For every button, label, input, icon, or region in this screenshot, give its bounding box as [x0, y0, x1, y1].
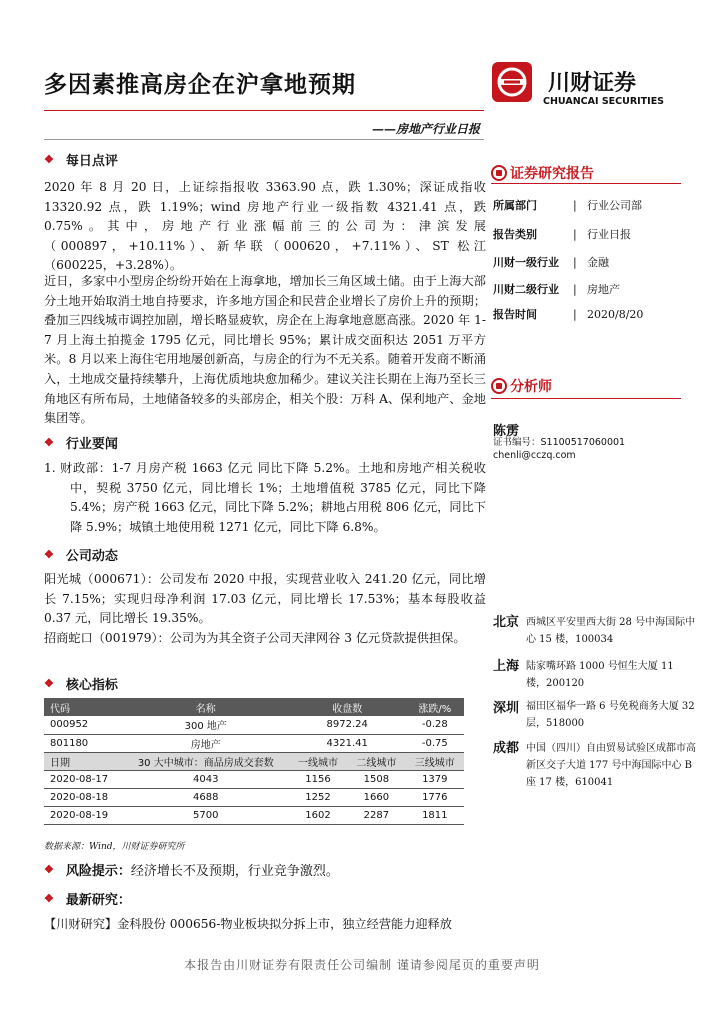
logo-name-cn: 川财证券	[548, 71, 637, 96]
report-type-heading: 证券研究报告	[491, 163, 594, 183]
table-cell: 1811	[422, 809, 448, 821]
diamond-bullet-icon: ❖	[44, 677, 54, 690]
table-source-note: 数据来源：Wind，川财证券研究所	[44, 842, 185, 852]
table-row	[44, 734, 464, 752]
analyst-icon	[491, 378, 507, 394]
risk-text: 经济增长不及预期，行业竞争激烈。	[130, 864, 339, 879]
section-heading-latest-research: ❖ 最新研究：	[44, 892, 131, 908]
table-cell: 1776	[422, 791, 448, 803]
sidebar-divider	[491, 398, 681, 399]
section-heading-company-news: ❖ 公司动态	[44, 548, 118, 564]
company-news-item-1: 阳光城（000671）：公司发布 2020 中报，实现营业收入 241.20 亿元，同比增长 7.15%；实现归母净利润 17.03 亿元，同比增长 17.53%；基本每股收益 0.37 元，同比增长 19.35%。	[44, 572, 486, 626]
office-city-beijing: 北京	[493, 615, 520, 630]
daily-review-paragraph-1: 2020 年 8 月 20 日，上证综指报收 3363.90 点，跌 1.30%；深证成指收 13320.92 点，跌 1.19%；wind 房地产行业一级指数 4321.41 点，跌 0.75%。其中，房地产行业涨幅前三的公司为：津滨发展（000897，+10.11%）、新华联（000620，+7.11%）、ST 松江（600225，+3.28%）。	[44, 180, 486, 273]
diamond-bullet-icon: ❖	[44, 863, 54, 876]
report-subtitle: ——房地产行业日报	[372, 122, 481, 136]
table-cell: 房地产	[190, 739, 221, 751]
office-city-chengdu: 成都	[493, 741, 520, 756]
diamond-bullet-icon: ❖	[44, 892, 54, 905]
office-city-shanghai: 上海	[493, 659, 520, 674]
logo-mark-icon	[492, 62, 532, 102]
table-cell: -0.75	[421, 737, 448, 749]
table-subheader-row	[44, 752, 464, 770]
meta-row-industry-1: 川财一级行业 | 金融	[493, 255, 609, 269]
table-cell: 2020-08-19	[50, 809, 109, 821]
office-city-shenzhen: 深圳	[493, 701, 520, 716]
diamond-bullet-icon: ❖	[44, 153, 54, 166]
table-header-cell: 二线城市	[347, 752, 405, 770]
table-header-cell: 涨跌/%	[406, 698, 464, 716]
table-header-cell: 代码	[44, 698, 123, 716]
table-header-cell: 30 大中城市：商品房成交套数	[123, 752, 289, 770]
table-cell: 4043	[193, 773, 219, 785]
analyst-email[interactable]: chenli@cczq.com	[493, 450, 576, 461]
table-cell: 1156	[305, 773, 331, 785]
table-cell: 300 地产	[184, 721, 227, 733]
table-cell: 8972.24	[326, 719, 368, 731]
analyst-name: 陈雳	[493, 424, 520, 439]
table-cell: 1660	[363, 791, 390, 803]
table-cell: 2287	[363, 809, 390, 821]
table-header-cell: 一线城市	[289, 752, 347, 770]
table-cell: 2020-08-18	[50, 791, 109, 803]
meta-row-industry-2: 川财二级行业 | 房地产	[493, 282, 620, 296]
page-footer: 本报告由川财证券有限责任公司编制 谨请参阅尾页的重要声明	[184, 958, 540, 972]
latest-research-link[interactable]: 【川财研究】金科股份 000656-物业板块拟分拆上市，独立经营能力迎释放	[44, 917, 452, 931]
logo-name-en: CHUANCAI SECURITIES	[543, 96, 665, 107]
table-cell: 1379	[422, 773, 448, 785]
table-cell: 1602	[305, 809, 331, 821]
page-title: 多因素推高房企在沪拿地预期	[44, 71, 356, 98]
table-cell: -0.28	[421, 719, 448, 731]
header-divider	[44, 110, 484, 111]
section-heading-core-indicators: ❖ 核心指标	[44, 677, 118, 693]
table-row	[44, 716, 464, 734]
table-header-cell: 三线城市	[406, 752, 464, 770]
analyst-heading: 分析师	[491, 376, 552, 396]
risk-label: 风险提示：	[65, 864, 131, 879]
office-address-beijing: 西城区平安里西大街 28 号中海国际中心 15 楼，100034	[526, 617, 696, 645]
meta-row-report-date: 报告时间 | 2020/8/20	[493, 307, 644, 321]
table-row	[44, 788, 464, 806]
table-cell: 2020-08-17	[50, 773, 109, 785]
table-cell: 000952	[50, 719, 89, 731]
office-address-shanghai: 陆家嘴环路 1000 号恒生大厦 11 楼，200120	[526, 661, 674, 689]
diamond-bullet-icon: ❖	[44, 436, 54, 449]
section-heading-industry-news: ❖ 行业要闻	[44, 436, 118, 452]
table-header-row	[44, 698, 464, 716]
report-icon	[491, 165, 507, 181]
table-cell: 5700	[193, 809, 219, 821]
table-header-cell: 收盘数	[289, 698, 406, 716]
diamond-bullet-icon: ❖	[44, 548, 54, 561]
company-news-item-2: 招商蛇口（001979）：公司为为其全资子公司天津网谷 3 亿元贷款提供担保。	[44, 631, 466, 645]
meta-row-category: 报告类别 | 行业日报	[493, 227, 631, 241]
sidebar-divider	[491, 183, 681, 184]
section-heading-daily-review: ❖ 每日点评	[44, 153, 118, 169]
table-cell: 4688	[193, 791, 219, 803]
table-row	[44, 770, 464, 788]
table-cell: 1252	[305, 791, 331, 803]
table-header-cell: 名称	[123, 698, 289, 716]
subtitle-divider	[44, 139, 484, 140]
table-cell: 1508	[363, 773, 390, 785]
table-cell: 801180	[50, 737, 89, 749]
daily-review-paragraph-2: 近日，多家中小型房企纷纷开始在上海拿地，增加长三角区域土储。由于上海大部分土地开始取消土地自持要求，许多地方国企和民营企业增长了房价上升的预期；叠加三四线城市调控加剧，增长略显疲软，房企在上海拿地意愿高涨。2020 年 1-7 月上海土拍揽金 1795 亿元，同比增长 95%；累计成交面积达 2051 万平方米。8 月以来上海住宅用地屡创新高，与房企的行为不无关系。随着开发商不断涌入，土地成交量持续攀升，上海优质地块愈加稀少。建议关注长期在上海乃至长三角地区有所布局，土地储备较多的头部房企，相关个股：万科 A、保利地产、金地集团等。	[44, 274, 486, 426]
industry-news-item-1: 1. 财政部：1-7 月房产税 1663 亿元 同比下降 5.2%。土地和房地产相关税收中，契税 3750 亿元，同比增长 1%；土地增值税 3785 亿元，同比下降 5.4%；房产税 1663 亿元，同比下降 5.2%；耕地占用税 806 亿元，同比下降 5.9%；城镇土地使用税 1271 亿元，同比下降 6.8%。	[44, 461, 486, 534]
company-logo	[492, 62, 532, 102]
risk-warning	[44, 860, 339, 879]
analyst-cert: 证书编号：S1100517060001	[493, 437, 626, 448]
core-indicators-table	[44, 698, 464, 825]
office-address-shenzhen: 福田区福华一路 6 号免税商务大厦 32 层，518000	[526, 701, 695, 729]
table-row	[44, 806, 464, 824]
office-address-chengdu: 中国（四川）自由贸易试验区成都市高新区交子大道 177 号中海国际中心 B 座 17 楼，610041	[526, 743, 696, 788]
table-cell: 4321.41	[326, 737, 368, 749]
table-header-cell: 日期	[44, 752, 123, 770]
meta-row-department: 所属部门 | 行业公司部	[493, 198, 642, 212]
